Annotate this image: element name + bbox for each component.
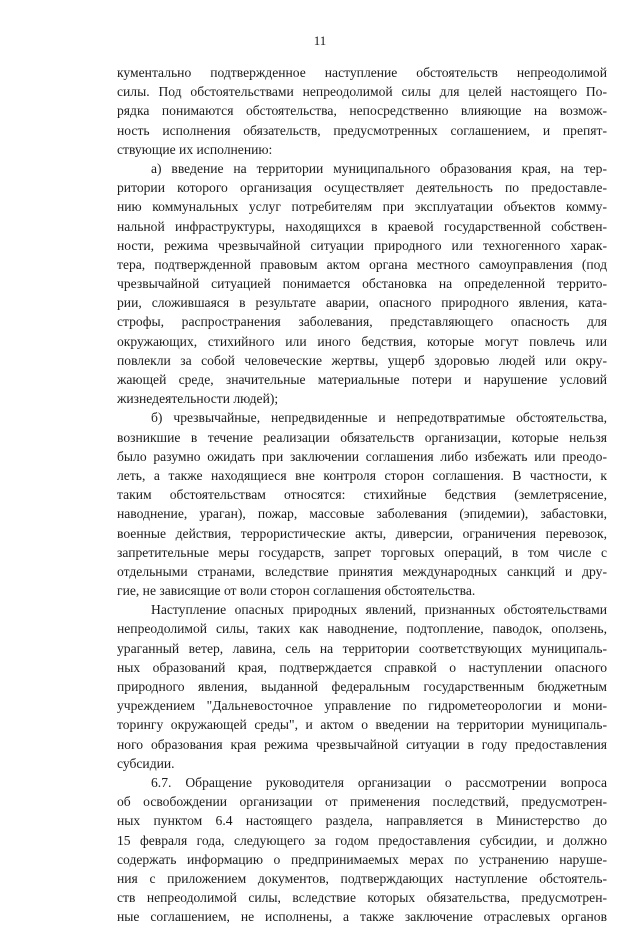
text-line: ные соглашением, не исполнены, а также заключение отраслевых органов — [117, 909, 607, 925]
text-line: ного образования края режима чрезвычайной ситуации в году предоставления — [117, 736, 607, 752]
text-line: жизнедеятельности людей); — [117, 391, 279, 407]
text-line: строфы, распространения заболевания, представляющего опасность для — [117, 314, 607, 330]
section-6-7-start: 6.7. Обращение руководителя организации о рассмотрении вопроса — [151, 774, 607, 790]
paragraph-a-start: а) введение на территории муниципального образования края, на тер- — [151, 160, 607, 176]
document-body — [117, 63, 607, 926]
paragraph-start: Наступление опасных природных явлений, признанных обстоятельствами — [151, 602, 607, 618]
text-line: ных образований края, подтверждается справкой о наступлении опасного — [117, 659, 607, 675]
text-line: силы. Под обстоятельствами непреодолимой силы для целей настоящего По- — [117, 84, 607, 100]
text-line: было разумно ожидать при заключении соглашения либо избежать или преодо- — [117, 448, 607, 464]
text-line: запретительные меры государств, запрет торговых операций, в том числе с — [117, 544, 607, 560]
text-line: непреодолимой силы, таких как наводнение, подтопление, паводок, оползень, — [117, 621, 607, 637]
page-number: 11 — [313, 33, 327, 48]
text-line: военные действия, террористические акты, диверсии, ограничения перевозок, — [117, 525, 607, 541]
text-line: ния с приложением документов, подтверждающих наступление обстоятель- — [117, 870, 607, 886]
text-line: наводнение, ураган), пожар, массовые заболевания (эпидемии), забастовки, — [117, 506, 607, 522]
text-line: таким обстоятельствам относятся: стихийные бедствия (землетрясение, — [117, 487, 607, 503]
text-line: ритории которого организация осуществляет деятельность по предоставле- — [117, 180, 607, 196]
text-line: ств непреодолимой силы, вследствие которых обязательства, предусмотрен- — [117, 890, 607, 906]
text-line: ных пунктом 6.4 настоящего раздела, направляется в Министерство до — [117, 813, 607, 829]
text-line: учреждением "Дальневосточное управление по гидрометеорологии и мони- — [117, 698, 607, 714]
text-line: ность исполнения обязательств, предусмотренных соглашением, и препят- — [117, 122, 607, 138]
text-line: отдельными странами, вследствие принятия международных санкций и дру- — [117, 563, 607, 579]
text-line: 15 февраля года, следующего за годом предоставления субсидии, и должно — [117, 832, 607, 848]
text-line: торингу окружающей среды", и актом о введении на территории муниципаль- — [117, 717, 607, 733]
text-line: возникшие в течение реализации обязательств организации, которые нельзя — [117, 429, 607, 445]
paragraph-b-start: б) чрезвычайные, непредвиденные и непредотвратимые обстоятельства, — [151, 410, 607, 426]
text-line: нию коммунальных услуг потребителям при эксплуатации объектов комму- — [117, 199, 607, 215]
text-line: окружающих, стихийного или иного бедствия, которые могут повлечь или — [117, 333, 607, 349]
text-line: повлекли за собой человеческие жертвы, ущерб здоровью людей или окру- — [117, 352, 607, 368]
text-line: рядка понимаются обстоятельства, непосредственно влияющие на возмож- — [117, 103, 607, 119]
text-line: нальной инфраструктуры, находящихся в краевой государственной собствен- — [117, 218, 607, 234]
text-line: рии, сложившаяся в результате аварии, опасного природного явления, ката- — [117, 295, 607, 311]
text-line: субсидии. — [117, 755, 175, 771]
text-line: ствующие их исполнению: — [117, 141, 273, 157]
text-line: тера, подтвержденной правовым актом органа местного самоуправления (под — [117, 256, 607, 272]
text-line: содержать информацию о предпринимаемых мерах по устранению наруше- — [117, 851, 607, 867]
text-line: природного явления, выданной федеральным государственным бюджетным — [117, 679, 607, 694]
text-line: леть, а также находящиеся вне контроля сторон соглашения. В частности, к — [117, 467, 607, 483]
text-line: чрезвычайной ситуацией понимается обстановка на определенной террито- — [117, 276, 607, 292]
text-line: об освобождении организации от применения последствий, предусмотрен- — [117, 794, 607, 810]
text-line: ураганный ветер, лавина, сель на территории соответствующих муниципаль- — [117, 640, 607, 656]
text-line: кументально подтвержденное наступление обстоятельств непреодолимой — [117, 65, 607, 80]
text-line: гие, не зависящие от воли сторон соглашения обстоятельства. — [117, 583, 476, 599]
text-line: ности, режима чрезвычайной ситуации природного или техногенного харак- — [117, 237, 607, 253]
text-line: жающей среде, значительные материальные потери и нарушение условий — [117, 372, 607, 387]
